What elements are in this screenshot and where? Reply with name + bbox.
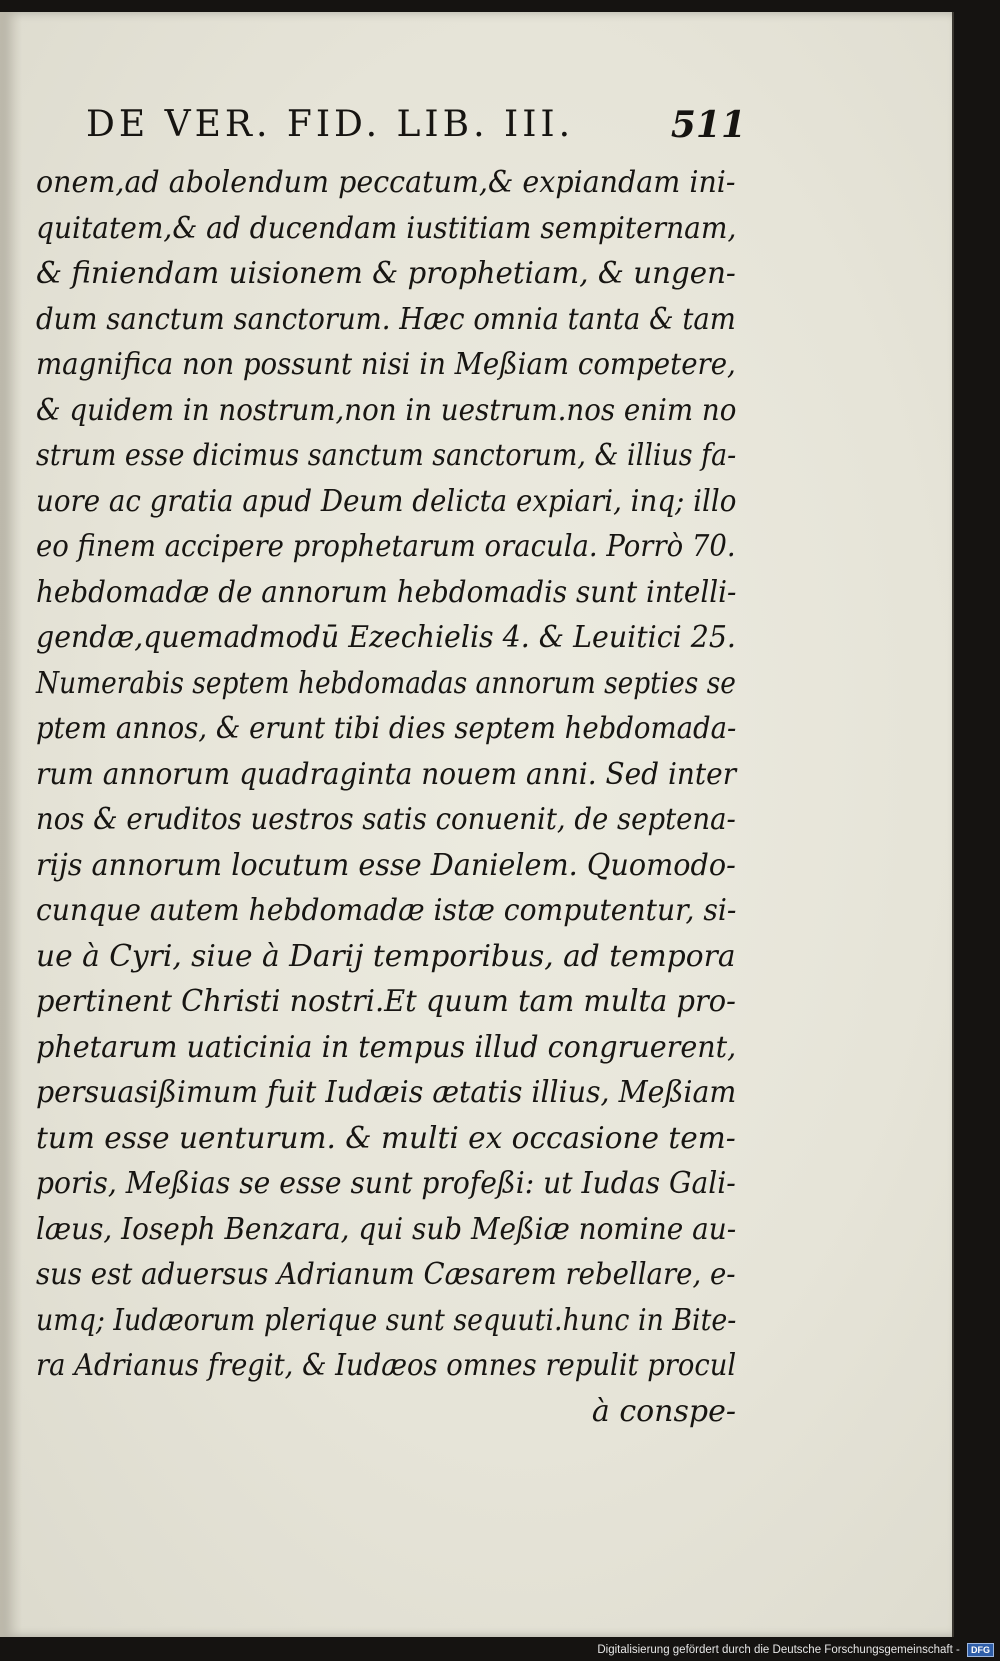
text-line: ue à Cyri, siue à Darij temporibus, ad tempora	[36, 938, 736, 974]
text-line: poris, Meßias se esse sunt profeßi: ut Iudas Gali-	[36, 1166, 736, 1201]
text-line: & quidem in nostrum,non in uestrum.nos enim no	[36, 392, 737, 428]
text-line: gendæ,quemadmodū Ezechielis 4. & Leuitici 25.	[36, 620, 736, 655]
text-line: pertinent Christi nostri.Et quum tam multa pro-	[36, 984, 736, 1019]
text-line: magnifica non possunt nisi in Meßiam competere,	[36, 347, 736, 382]
page-number: 511	[670, 104, 746, 146]
text-line: umq; Iudæorum plerique sunt sequuti.hunc in Bite-	[36, 1302, 737, 1338]
text-line: nos & eruditos uestros satis conuenit, de septena-	[36, 802, 736, 837]
digitization-credit	[597, 1642, 994, 1658]
text-line: & finiendam uisionem & prophetiam, & ungen-	[36, 256, 736, 291]
text-line: ptem annos, & erunt tibi dies septem hebdomada-	[36, 711, 737, 746]
text-line: læus, Ioseph Benzara, qui sub Meßiæ nomine au-	[36, 1211, 737, 1247]
text-line: rum annorum quadraginta nouem anni. Sed inter	[36, 756, 737, 792]
text-line: tum esse uenturum. & multi ex occasione tem-	[36, 1120, 736, 1156]
text-line: persuasißimum fuit Iudæis ætatis illius, Meßiam	[36, 1075, 737, 1110]
text-line: Numerabis septem hebdomadas annorum septies se	[36, 665, 736, 701]
dfg-logo-icon: DFG	[967, 1643, 994, 1657]
text-line: dum sanctum sanctorum. Hæc omnia tanta & tam	[36, 301, 736, 337]
text-line: rijs annorum locutum esse Danielem. Quomodo-	[36, 847, 736, 883]
body-text	[36, 160, 736, 1434]
text-line: uore ac gratia apud Deum delicta expiari, inq; illo	[36, 483, 737, 519]
text-line: quitatem,& ad ducendam iustitiam sempiternam,	[36, 210, 737, 246]
book-page	[0, 12, 954, 1637]
running-title: DE VER. FID. LIB. III.	[86, 104, 575, 145]
text-line: phetarum uaticinia in tempus illud congruerent,	[36, 1029, 737, 1065]
text-line: ra Adrianus fregit, & Iudæos omnes repulit procul	[36, 1348, 737, 1383]
catchword: à conspe-	[591, 1393, 736, 1429]
text-line: cunque autem hebdomadæ istæ computentur, si-	[36, 893, 737, 928]
text-line: strum esse dicimus sanctum sanctorum, & illius fa-	[36, 438, 737, 473]
text-line: eo finem accipere prophetarum oracula. Porrò 70.	[36, 529, 736, 564]
text-line: sus est aduersus Adrianum Cæsarem rebellare, e-	[36, 1257, 736, 1292]
text-line: hebdomadæ de annorum hebdomadis sunt intelli-	[36, 574, 737, 610]
credit-text: Digitalisierung gefördert durch die Deutsche Forschungsgemeinschaft -	[597, 1644, 960, 1656]
text-line: onem,ad abolendum peccatum,& expiandam ini-	[36, 165, 736, 200]
running-head	[86, 104, 746, 150]
